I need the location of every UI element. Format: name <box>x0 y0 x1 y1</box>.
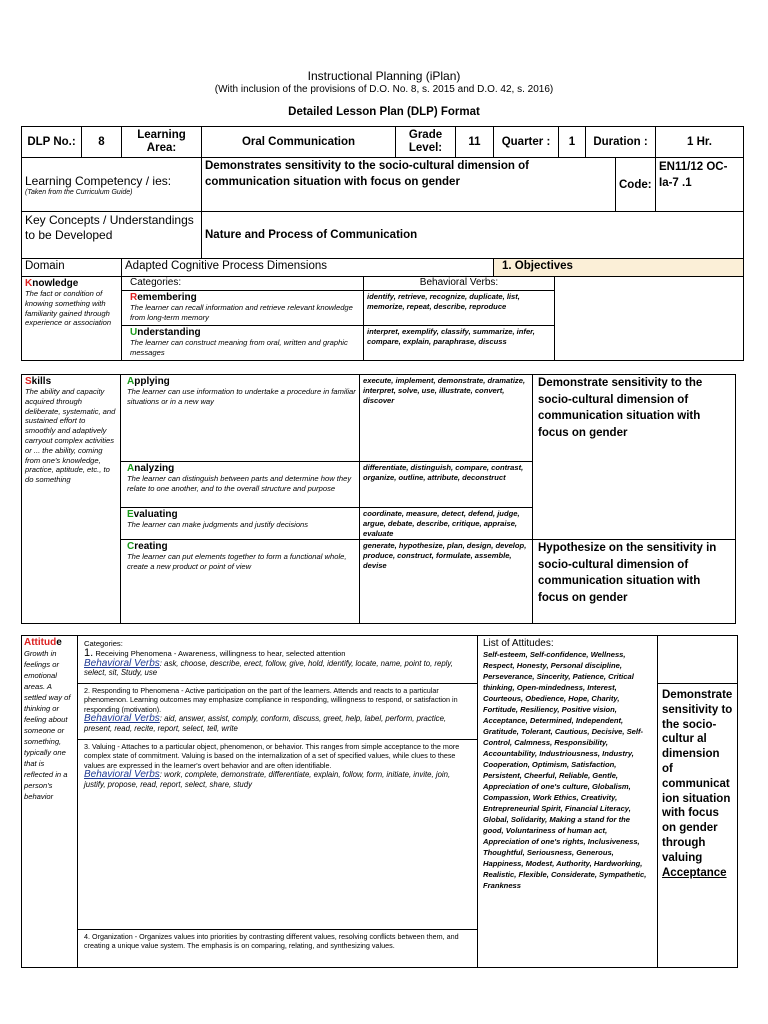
analyzing-verbs: differentiate, distinguish, compare, contrast, organize, outline, attribute, deconstruct <box>360 462 533 508</box>
applying-rest: pplying <box>134 376 170 387</box>
attitude-objective-acceptance: Acceptance <box>662 866 727 879</box>
cat1-verbs-label: Behavioral Verbs <box>84 657 160 669</box>
dimensions-header: Adapted Cognitive Process Dimensions <box>122 259 494 277</box>
competency-note: (Taken from the Curriculum Guide) <box>25 188 133 196</box>
domain-header: Domain <box>22 259 122 277</box>
cat1-number: 1. <box>84 646 94 659</box>
cat3-verbs: : work, complete, demonstrate, differentiate, explain, follow, form, initiate, invite, join, justify, propose, read, report, select, share, study <box>84 770 451 789</box>
cat3-text: 3. Valuing - Attaches to a particular object, phenomenon, or behavior. This ranges from simple acceptance to the more complex state of commitment. Valuing is based on the internalization of a set of specified values, while clues to these values are expressed in the learner's overt behavior and are often identifiable. <box>84 742 460 770</box>
knowledge-initial: K <box>25 278 33 289</box>
page-subtitle: (With inclusion of the provisions of D.O. No. 8, s. 2015 and D.O. 42, s. 2016) <box>214 84 554 95</box>
attitude-domain <box>22 636 78 968</box>
attitude-list-cell <box>478 636 658 968</box>
key-concepts-label: Key Concepts / Understandings to be Developed <box>22 212 202 259</box>
attitude-initial: Attitud <box>24 637 57 648</box>
evaluating-desc: The learner can make judgments and justify decisions <box>127 520 309 529</box>
dlp-info-table <box>21 126 744 277</box>
evaluating-initial: E <box>127 509 134 520</box>
competency-label: Learning Competency / ies: <box>25 173 172 188</box>
code-value: EN11/12 OC-Ia-7 .1 <box>656 158 744 212</box>
evaluating-rest: valuating <box>133 509 178 520</box>
knowledge-desc: The fact or condition of knowing something with familiarity gained through experience or association <box>25 289 112 328</box>
grade-label: Grade Level: <box>396 127 456 158</box>
skills-objective-1: Demonstrate sensitivity to the socio-cultural dimension of communication situation with focus on gender <box>533 375 736 540</box>
objectives-header: 1. Objectives <box>494 259 744 277</box>
dlp-value: 8 <box>82 127 122 158</box>
analyzing-desc: The learner can distinguish between parts and determine how they relate to one another, and to the overall structure and purpose <box>127 474 352 493</box>
attitude-table <box>21 635 738 968</box>
key-concepts-text: Nature and Process of Communication <box>202 212 744 259</box>
remembering-rest: emembering <box>137 292 197 303</box>
attitude-cat1 <box>78 636 478 684</box>
attitude-rest: e <box>56 637 62 648</box>
understanding-verbs: interpret, exemplify, classify, summarize, infer, compare, explain, paraphrase, discuss <box>364 326 555 361</box>
attitude-cat4: 4. Organization - Organizes values into priorities by contrasting different values, resolving conflicts between them, and creating a unique value system. The emphasis is on comparing, relating, and synthesizing values. <box>78 930 478 968</box>
creating-initial: C <box>127 541 135 553</box>
area-value: Oral Communication <box>202 127 396 158</box>
attitude-objective <box>658 684 738 968</box>
dlp-label: DLP No.: <box>22 127 82 158</box>
duration-label: Duration : <box>586 127 656 158</box>
cat1-text: Receiving Phenomena - Awareness, willingness to hear, selected attention <box>95 648 346 658</box>
attitude-cat2 <box>78 684 478 740</box>
page-title: Instructional Planning (iPlan) <box>307 69 461 83</box>
format-title: Detailed Lesson Plan (DLP) Format <box>288 106 480 118</box>
attitude-objective-top <box>658 636 738 684</box>
creating-verbs: generate, hypothesize, plan, design, develop, produce, construct, formulate, assemble, devise <box>360 540 533 624</box>
categories-label: Categories: <box>84 639 123 648</box>
cat2-text: 2. Responding to Phenomena - Active participation on the part of the learners. Attends and reacts to a particular phenomenon. Learning outcomes may emphasize compliance in responding, willingness to respond, or satisfaction in responding (motivation). <box>84 686 458 714</box>
knowledge-rest: nowledge <box>32 278 79 289</box>
applying-desc: The learner can use information to undertake a procedure in familiar situations or in a new way <box>127 387 356 406</box>
duration-value: 1 Hr. <box>656 127 744 158</box>
knowledge-table <box>21 276 744 361</box>
quarter-value: 1 <box>559 127 586 158</box>
attitude-list: Self-esteem, Self-confidence, Wellness, Respect, Honesty, Personal discipline, Perseverance, Sincerity, Patience, Critical thinking, Open-mindedness, Interest, Courteous, Obedience, Hope, Charity, Fortitude, Resiliency, Positive vision, Acceptance, Determined, Independent, Gratitude, Tolerant, Cautious, Decisive, Self-Control, Calmness, Responsibility, Accountability, Industriousness, Industry, Cooperation, Optimism, Satisfaction, Persistent, Cheerful, Reliable, Gentle, Appreciation of one's culture, Globalism, Compassion, Work Ethics, Creativity, Entrepreneurial Spirit, Financial Literacy, Global, Solidarity, Making a stand for the good, Voluntariness of human act, Appreciation of one's rights, Inclusiveness, Thoughtful, Seriousness, Generous, Happiness, Modest, Authority, Hardworking, Realistic, Flexible, Considerate, Sympathetic, Frankness <box>483 650 647 890</box>
knowledge-objective <box>555 277 744 361</box>
skills-objective-2: Hypothesize on the sensitivity in socio-cultural dimension of communication situation with focus on gender <box>533 540 736 624</box>
skills-desc: The ability and capacity acquired through deliberate, systematic, and sustained effort to smoothly and adaptively carryout complex activities or ... the ability, coming from one's knowledge, practice, aptitude, etc., to do something <box>25 387 116 485</box>
grade-value: 11 <box>456 127 494 158</box>
skills-rest: kills <box>31 376 52 387</box>
cat3-verbs-label: Behavioral Verbs <box>84 769 160 781</box>
attitude-desc: Growth in feelings or emotional areas. A settled way of thinking or feeling about someone or something, typically one that is reflected in a person's behavior <box>24 649 71 801</box>
cat1-verbs: : ask, choose, describe, erect, follow, give, hold, identify, locate, name, point to, reply, select, sit, Study, use <box>84 658 453 677</box>
understanding-desc: The learner can construct meaning from oral, written and graphic messages <box>130 338 348 357</box>
quarter-label: Quarter : <box>494 127 559 158</box>
applying-initial: A <box>127 376 135 387</box>
creating-desc: The learner can put elements together to form a functional whole, create a new product or point of view <box>127 552 347 572</box>
code-label: Code: <box>616 158 656 212</box>
competency-label-cell <box>22 158 202 212</box>
competency-text: Demonstrates sensitivity to the socio-cultural dimension of communication situation with focus on gender <box>202 158 616 212</box>
attitude-objective-text: Demonstrate sensitivity to the socio-cultur al dimension of communicat ion situation with focus on gender through valuing <box>662 689 733 864</box>
behavioral-header: Behavioral Verbs: <box>364 277 555 291</box>
skills-table <box>21 374 736 624</box>
cat2-verbs: : aid, answer, assist, comply, conform, discuss, greet, help, label, perform, practice, present, read, recite, report, select, tell, write <box>84 714 447 733</box>
attitude-list-label: List of Attitudes: <box>483 638 554 649</box>
evaluating-verbs: coordinate, measure, detect, defend, judge, argue, debate, describe, critique, appraise, evaluate <box>360 508 533 540</box>
remembering-initial: R <box>130 292 138 303</box>
creating-rest: reating <box>134 541 168 553</box>
categories-header: Categories: <box>122 277 364 291</box>
skills-initial: S <box>25 376 32 387</box>
understanding-initial: U <box>130 327 138 338</box>
knowledge-domain <box>22 277 122 361</box>
analyzing-rest: nalyzing <box>134 463 175 474</box>
analyzing-initial: A <box>127 463 135 474</box>
remembering-desc: The learner can recall information and retrieve relevant knowledge from long-term memory <box>130 303 353 322</box>
cat2-verbs-label: Behavioral Verbs <box>84 713 160 725</box>
skills-domain <box>22 375 121 624</box>
applying-verbs: execute, implement, demonstrate, dramatize, interpret, solve, use, illustrate, convert, discover <box>360 375 533 462</box>
remembering-verbs: identify, retrieve, recognize, duplicate, list, memorize, repeat, describe, reproduce <box>364 291 555 326</box>
attitude-cat3 <box>78 740 478 930</box>
area-label: Learning Area: <box>122 127 202 158</box>
understanding-rest: nderstanding <box>137 327 201 338</box>
